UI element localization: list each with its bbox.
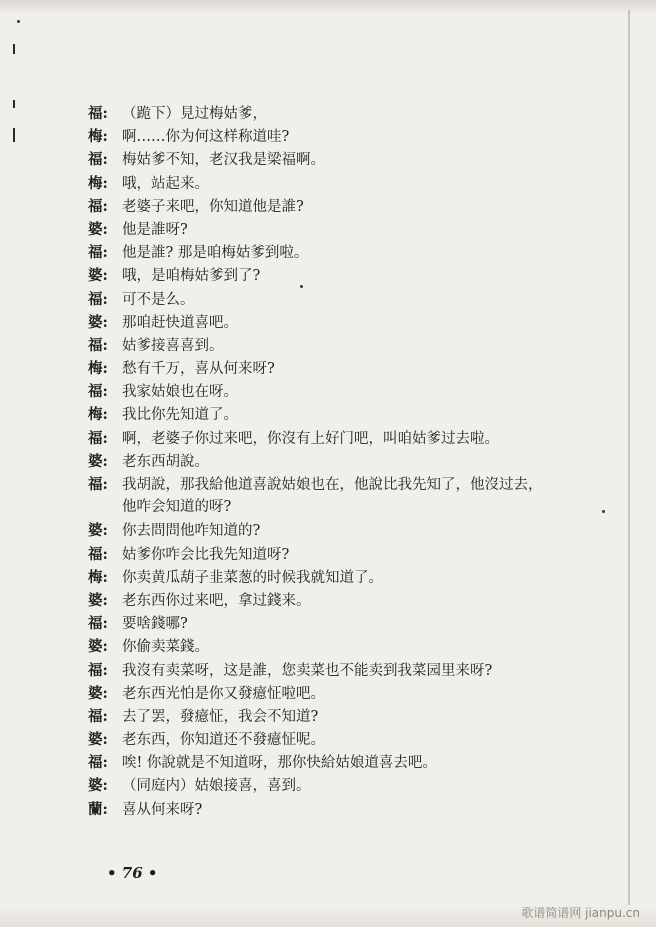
- dialogue-line: [88, 195, 618, 218]
- dialogue-text: 可不是么。: [122, 291, 195, 308]
- dialogue-text: （同庭内）姑娘接喜，喜到。: [122, 778, 311, 795]
- speaker-label: 福:: [88, 754, 108, 772]
- dialogue-line: [88, 705, 618, 728]
- dialogue-text: 去了罢，發癔怔，我会不知道?: [122, 708, 319, 725]
- dialogue-line: [88, 635, 618, 658]
- speaker-label: 福:: [88, 661, 108, 679]
- speaker-label: 婆:: [88, 684, 108, 702]
- speaker-label: 福:: [88, 429, 108, 447]
- speaker-label: 福:: [88, 615, 108, 633]
- speaker-label: 婆:: [88, 731, 108, 749]
- speaker-label: 梅:: [88, 360, 108, 378]
- dialogue-text: 我家姑娘也在呀。: [122, 384, 238, 401]
- dialogue-line: [88, 172, 618, 195]
- dialogue-text: 他是誰? 那是咱梅姑爹到啦。: [122, 245, 309, 262]
- speaker-label: 梅:: [88, 568, 108, 586]
- dialogue-line: [88, 566, 618, 589]
- dialogue-line: [88, 659, 618, 682]
- dialogue-line: [88, 519, 618, 542]
- dialogue-line: [88, 798, 618, 821]
- dialogue-line: [88, 427, 618, 450]
- page-fold-line: [628, 10, 630, 905]
- dialogue-line: [88, 473, 618, 496]
- dialogue-line: [88, 357, 618, 380]
- dialogue-text: 喜从何来呀?: [122, 801, 203, 818]
- speaker-label: 婆:: [88, 452, 108, 470]
- dialogue-line: [88, 543, 618, 566]
- dialogue-line: [88, 102, 618, 125]
- dialogue-text: 你偷卖菜錢。: [122, 639, 209, 656]
- dialogue-line: [88, 728, 618, 751]
- margin-mark: [13, 100, 15, 108]
- dialogue-line: [88, 751, 618, 774]
- speaker-label: 福:: [88, 707, 108, 725]
- speaker-label: 婆:: [88, 220, 108, 238]
- dialogue-line: [88, 334, 618, 357]
- dialogue-line: [88, 589, 618, 612]
- scan-speck: [17, 20, 20, 23]
- speaker-label: 婆:: [88, 591, 108, 609]
- speaker-label: 福:: [88, 151, 108, 169]
- dialogue-text: 啊……你为何这样称道哇?: [122, 129, 290, 146]
- dialogue-line: [88, 774, 618, 797]
- top-scan-edge: [0, 0, 656, 14]
- dialogue-line: [88, 403, 618, 426]
- dialogue-line: [88, 264, 618, 287]
- dialogue-text: 姑爹你咋会比我先知道呀?: [122, 546, 290, 563]
- dialogue-text: 他咋会知道的呀?: [122, 499, 232, 516]
- margin-mark: [13, 128, 15, 142]
- dialogue-text: 老东西光怕是你又發癔怔啦吧。: [122, 685, 325, 702]
- dialogue-line: [88, 241, 618, 264]
- dialogue-text: 梅姑爹不知，老汉我是梁福啊。: [122, 152, 325, 169]
- dialogue-line: [88, 450, 618, 473]
- speaker-label: 婆:: [88, 638, 108, 656]
- dialogue-text: 你去問問他咋知道的?: [122, 523, 261, 540]
- speaker-label: 福:: [88, 244, 108, 262]
- dialogue-text: 老东西你过来吧，拿过錢来。: [122, 592, 311, 609]
- speaker-label: 福:: [88, 383, 108, 401]
- dialogue-text: 我胡說，那我給他道喜說姑娘也在，他說比我先知了，他沒过去，: [122, 477, 543, 493]
- dialogue-line: [88, 612, 618, 635]
- dialogue-text: 哦，站起来。: [122, 175, 209, 192]
- dialogue-text: 你卖黄瓜葫子韭菜葱的时候我就知道了。: [122, 569, 383, 586]
- dialogue-text: 要啥錢哪?: [122, 616, 188, 633]
- dialogue-line: [88, 311, 618, 334]
- speaker-label: 福:: [88, 197, 108, 215]
- dialogue-text: 他是誰呀?: [122, 221, 188, 238]
- speaker-label: 婆:: [88, 522, 108, 540]
- dialogue-text: 我比你先知道了。: [122, 407, 238, 424]
- speaker-label: 福:: [88, 545, 108, 563]
- speaker-label: 梅:: [88, 406, 108, 424]
- dialogue-line: [88, 682, 618, 705]
- speaker-label: 婆:: [88, 313, 108, 331]
- dialogue-text: 愁有千万，喜从何来呀?: [122, 361, 275, 378]
- speaker-label: 梅:: [88, 174, 108, 192]
- speaker-label: 福:: [88, 476, 108, 493]
- dialogue-text: 老东西胡說。: [122, 453, 209, 470]
- dialogue-line: [88, 380, 618, 403]
- dialogue-line: [88, 288, 618, 311]
- dialogue-text: 啊，老婆子你过来吧，你沒有上好门吧，叫咱姑爹过去啦。: [122, 430, 499, 447]
- speaker-label: 福:: [88, 336, 108, 354]
- site-watermark: 歌谱简谱网 jianpu.cn: [521, 906, 640, 920]
- margin-mark: [13, 44, 15, 54]
- dialogue-line: [88, 148, 618, 171]
- script-dialogue: [88, 102, 618, 821]
- speaker-label: 婆:: [88, 777, 108, 795]
- page-number: • 76 •: [107, 864, 158, 882]
- speaker-label: 婆:: [88, 267, 108, 285]
- dialogue-text: 姑爹接喜喜到。: [122, 337, 224, 354]
- dialogue-text: 老婆子来吧，你知道他是誰?: [122, 198, 304, 215]
- dialogue-text: 哦，是咱梅姑爹到了?: [122, 268, 261, 285]
- dialogue-text: 那咱赶快道喜吧。: [122, 314, 238, 331]
- dialogue-line: [88, 125, 618, 148]
- dialogue-text: 我沒有卖菜呀，这是誰，您卖菜也不能卖到我菜园里来呀?: [122, 662, 493, 679]
- dialogue-text: 老东西，你知道还不發癔怔呢。: [122, 732, 325, 749]
- dialogue-text: （跪下）見过梅姑爹，: [122, 106, 267, 122]
- dialogue-line: [88, 496, 618, 519]
- dialogue-line: [88, 218, 618, 241]
- dialogue-text: 唉! 你說就是不知道呀，那你快給姑娘道喜去吧。: [122, 755, 437, 772]
- speaker-label: 蘭:: [88, 800, 108, 818]
- speaker-label: 福:: [88, 105, 108, 122]
- speaker-label: 梅:: [88, 128, 108, 146]
- speaker-label: 福:: [88, 290, 108, 308]
